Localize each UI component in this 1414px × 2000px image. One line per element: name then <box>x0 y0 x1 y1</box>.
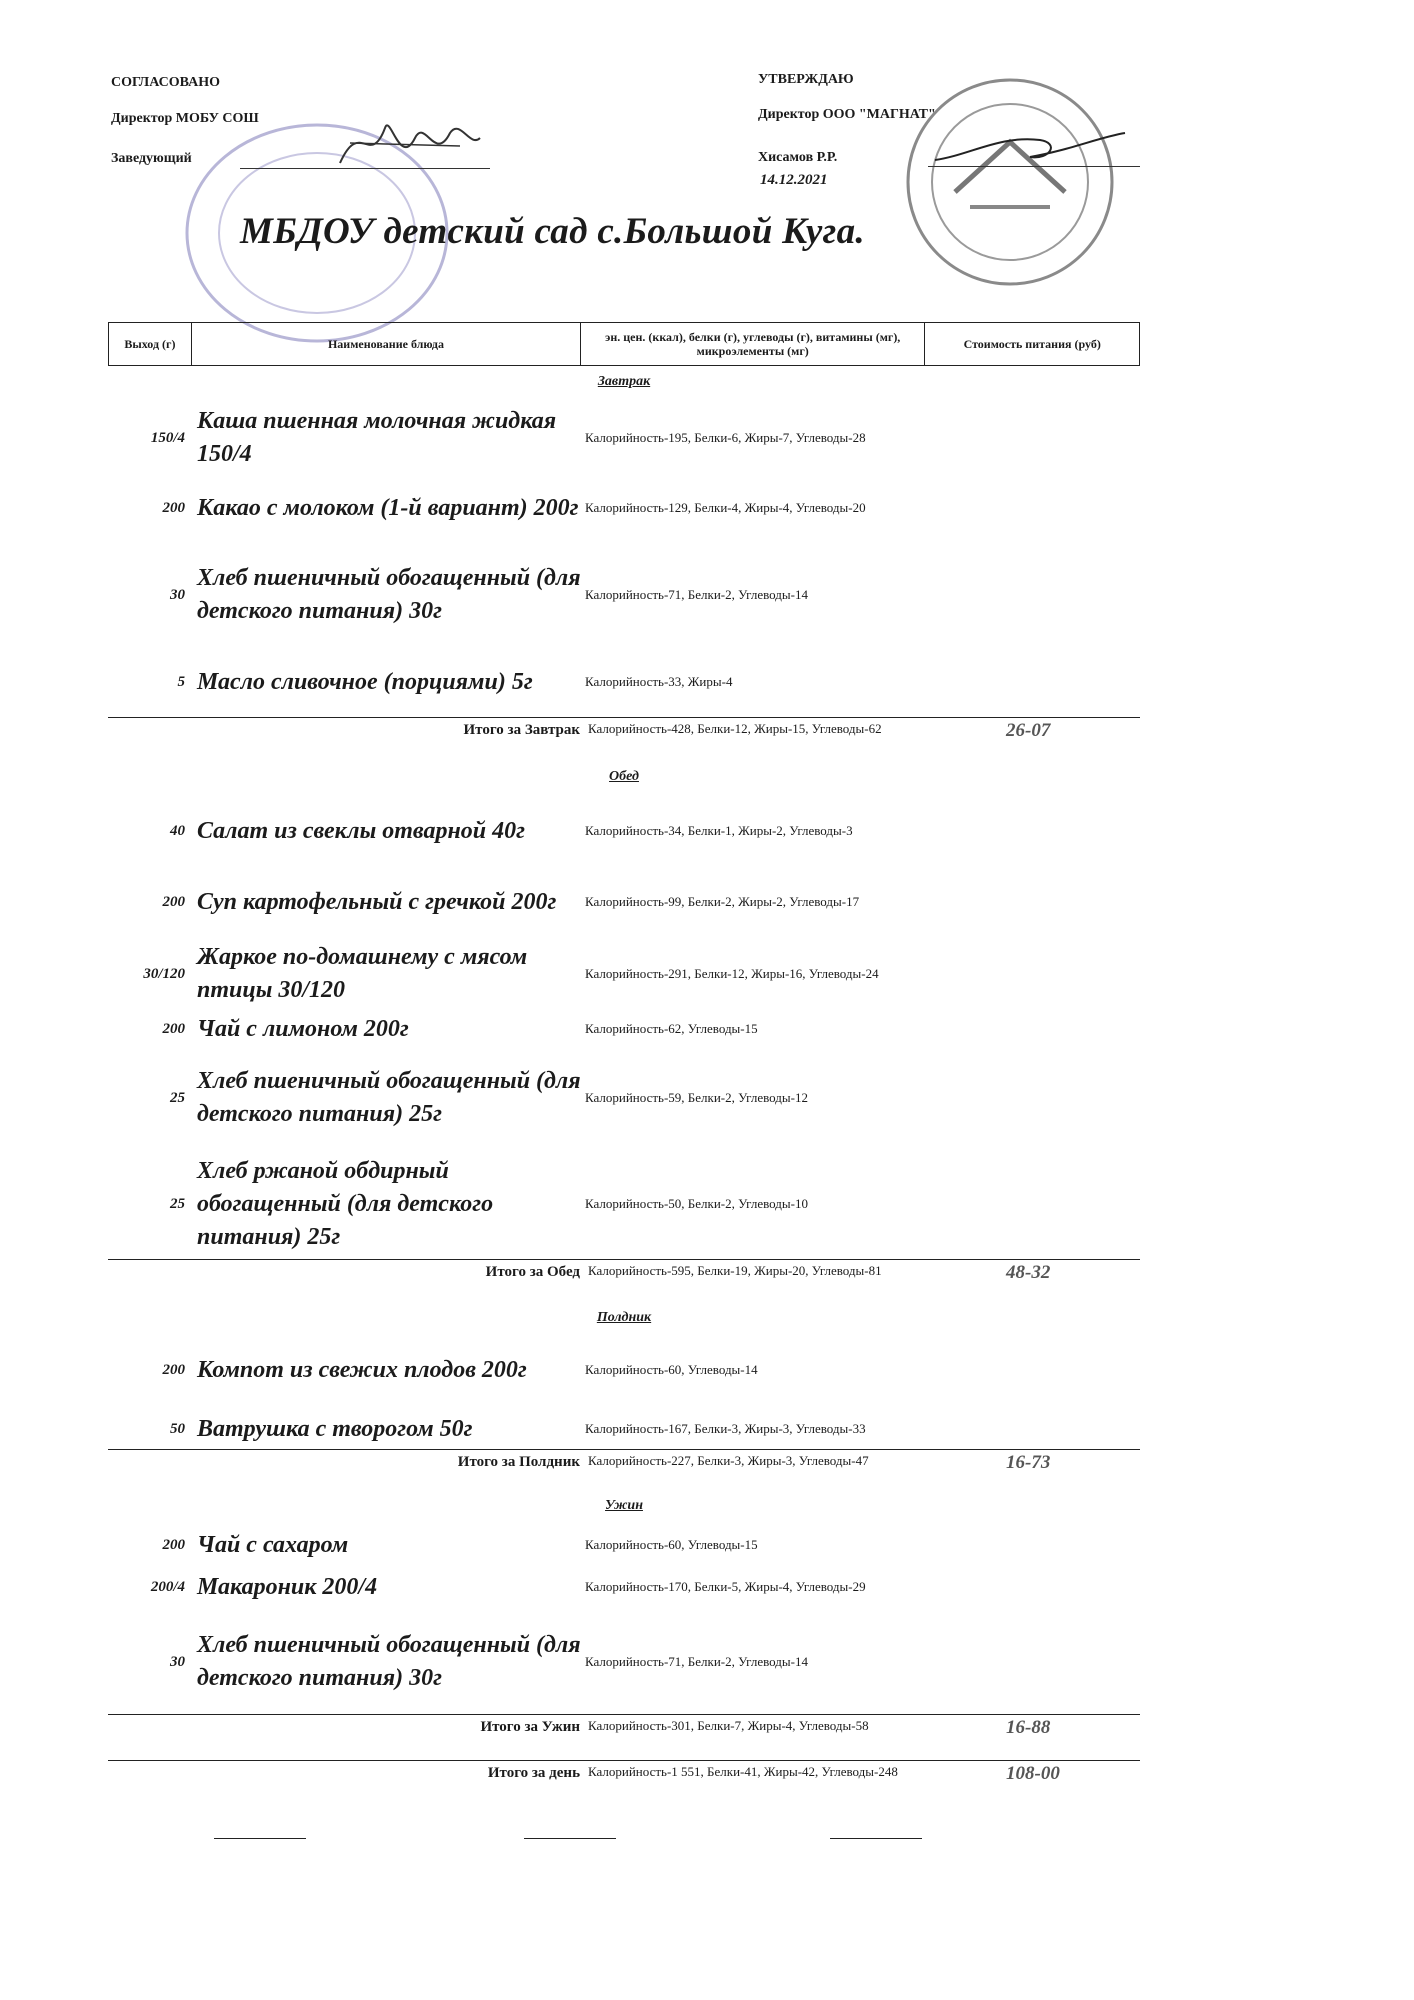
table-header <box>108 322 1140 366</box>
row-nutrition: Калорийность-33, Жиры-4 <box>585 674 733 689</box>
total-nutrition: Калорийность-595, Белки-19, Жиры-20, Углеводы-81 <box>588 1263 882 1278</box>
total-label: Итого за день <box>487 1765 580 1781</box>
approval-date: 14.12.2021 <box>760 172 828 188</box>
row-dish: Чай с сахаром <box>197 1531 349 1558</box>
left-signature <box>330 108 490 178</box>
row-nutrition: Калорийность-62, Углеводы-15 <box>585 1021 758 1036</box>
row-nutrition: Калорийность-60, Углеводы-15 <box>585 1537 758 1552</box>
row-dish: Каша пшенная молочная жидкая 150/4 <box>197 408 557 467</box>
total-nutrition: Калорийность-301, Белки-7, Жиры-4, Углеводы-58 <box>588 1718 869 1733</box>
row-nutrition: Калорийность-71, Белки-2, Углеводы-14 <box>585 1654 808 1669</box>
row-output: 200 <box>162 499 185 516</box>
row-nutrition: Калорийность-34, Белки-1, Жиры-2, Углеводы-3 <box>585 823 853 838</box>
total-price: 16-88 <box>1006 1717 1051 1738</box>
agreed-label: СОГЛАСОВАНО <box>111 75 220 90</box>
footer-signature-line <box>214 1838 306 1839</box>
total-label: Итого за Обед <box>485 1264 580 1280</box>
total-nutrition: Калорийность-227, Белки-3, Жиры-3, Углеводы-47 <box>588 1453 869 1468</box>
row-nutrition: Калорийность-71, Белки-2, Углеводы-14 <box>585 587 808 602</box>
row-output: 40 <box>170 822 185 839</box>
row-dish: Ватрушка с творогом 50г <box>197 1415 473 1442</box>
row-output: 200/4 <box>150 1578 185 1595</box>
row-output: 200 <box>162 893 185 910</box>
row-output: 50 <box>170 1420 185 1437</box>
column-header-dish: Наименование блюда <box>192 323 581 365</box>
row-nutrition: Калорийность-129, Белки-4, Жиры-4, Углеводы-20 <box>585 500 866 515</box>
section-title-breakfast: Завтрак <box>597 374 651 389</box>
school-director-label: Директор МОБУ СОШ <box>111 111 259 126</box>
row-output: 150/4 <box>150 429 185 446</box>
footer-signature-line <box>830 1838 922 1839</box>
director-name: Хисамов Р.Р. <box>758 150 838 165</box>
right-seal-stamp <box>900 72 1120 292</box>
row-nutrition: Калорийность-60, Углеводы-14 <box>585 1362 758 1377</box>
row-nutrition: Калорийность-59, Белки-2, Углеводы-12 <box>585 1090 808 1105</box>
row-dish: Масло сливочное (порциями) 5г <box>197 668 533 695</box>
row-nutrition: Калорийность-291, Белки-12, Жиры-16, Углеводы-24 <box>585 966 879 981</box>
total-label: Итого за Завтрак <box>463 722 580 738</box>
company-director-label: Директор ООО "МАГНАТ" <box>758 107 936 122</box>
total-price: 26-07 <box>1006 720 1051 741</box>
row-output: 30 <box>170 586 185 603</box>
right-signature <box>930 125 1130 175</box>
row-nutrition: Калорийность-167, Белки-3, Жиры-3, Углеводы-33 <box>585 1421 866 1436</box>
column-header-nutrition: эн. цен. (ккал), белки (г), углеводы (г), витамины (мг), микроэлементы (мг) <box>581 323 925 365</box>
column-header-out: Выход (г) <box>109 323 192 365</box>
row-output: 200 <box>162 1536 185 1553</box>
approve-label: УТВЕРЖДАЮ <box>758 72 854 87</box>
row-output: 25 <box>170 1195 185 1212</box>
manager-label: Заведующий <box>111 151 192 166</box>
row-dish: Хлеб пшеничный обогащенный (для детского питания) 30г <box>197 1632 581 1691</box>
total-label: Итого за Полдник <box>457 1454 580 1470</box>
row-nutrition: Калорийность-195, Белки-6, Жиры-7, Углеводы-28 <box>585 430 866 445</box>
column-header-price: Стоимость питания (руб) <box>963 336 1101 351</box>
section-title-lunch: Обед <box>609 769 639 784</box>
row-nutrition: Калорийность-50, Белки-2, Углеводы-10 <box>585 1196 808 1211</box>
row-dish: Чай с лимоном 200г <box>197 1015 409 1042</box>
section-title-snack: Полдник <box>596 1310 652 1325</box>
footer-signature-line <box>524 1838 616 1839</box>
row-output: 25 <box>170 1089 185 1106</box>
total-price: 108-00 <box>1006 1763 1060 1784</box>
row-nutrition: Калорийность-99, Белки-2, Жиры-2, Углеводы-17 <box>585 894 860 909</box>
row-output: 200 <box>162 1020 185 1037</box>
row-dish: Макароник 200/4 <box>197 1573 378 1600</box>
row-nutrition: Калорийность-170, Белки-5, Жиры-4, Углеводы-29 <box>585 1579 866 1594</box>
section-title-dinner: Ужин <box>605 1498 643 1513</box>
row-dish: Хлеб пшеничный обогащенный (для детского питания) 25г <box>197 1068 581 1127</box>
row-output: 5 <box>177 673 185 690</box>
total-nutrition: Калорийность-428, Белки-12, Жиры-15, Углеводы-62 <box>588 721 882 736</box>
page-title: МБДОУ детский сад с.Большой Куга. <box>240 211 865 252</box>
total-price: 48-32 <box>1006 1262 1051 1283</box>
row-dish: Хлеб ржаной обдирный обогащенный (для детского питания) 25г <box>197 1157 494 1250</box>
row-dish: Какао с молоком (1-й вариант) 200г <box>197 494 579 521</box>
row-output: 30 <box>170 1653 185 1670</box>
row-dish: Жаркое по-домашнему с мясом птицы 30/120 <box>197 944 528 1003</box>
row-dish: Компот из свежих плодов 200г <box>197 1356 527 1383</box>
row-dish: Суп картофельный с гречкой 200г <box>197 888 557 915</box>
row-dish: Салат из свеклы отварной 40г <box>197 817 525 844</box>
total-nutrition: Калорийность-1 551, Белки-41, Жиры-42, Углеводы-248 <box>588 1764 898 1779</box>
total-label: Итого за Ужин <box>480 1719 580 1735</box>
row-output: 200 <box>162 1361 185 1378</box>
row-dish: Хлеб пшеничный обогащенный (для детского питания) 30г <box>197 565 581 624</box>
total-price: 16-73 <box>1006 1452 1051 1473</box>
row-output: 30/120 <box>143 965 185 982</box>
